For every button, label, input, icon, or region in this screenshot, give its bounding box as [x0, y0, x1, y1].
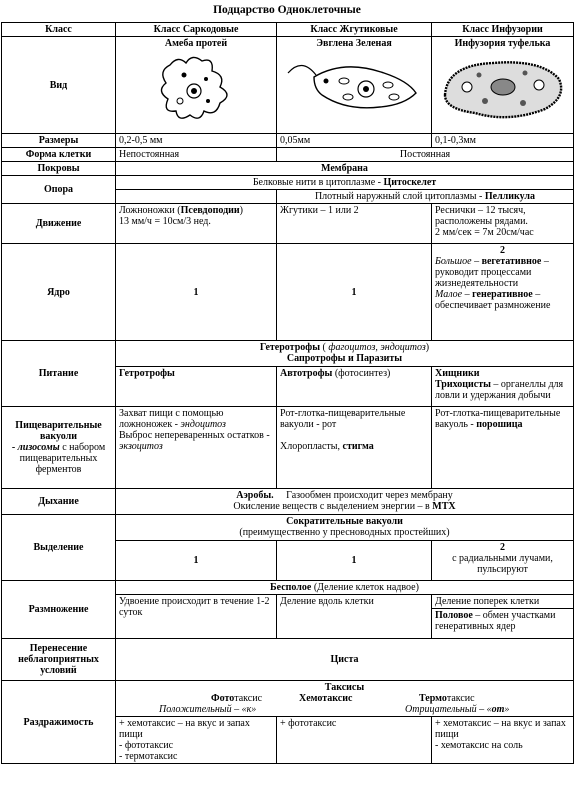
- row-yadro: [2, 244, 574, 341]
- yadro-ciliata: 2 Большое – вегетативное – руководит процессами жизнедеятельности Малое – генеративное – обеспечивает размножение: [432, 244, 574, 341]
- vydelenie-ciliata: 2 с радиальными лучами, пульсируют: [432, 541, 574, 581]
- row-label-vid: Вид: [2, 37, 116, 134]
- row-label-razmnozhenie: Размножение: [2, 581, 116, 639]
- pitanie-sarcodina: Гетротрофы: [116, 367, 277, 407]
- razmnozhenie-sarcodina: Удвоение происходит в течение 1-2 суток: [116, 595, 277, 639]
- razdrazh-flagellata: + фототаксис: [277, 717, 432, 764]
- yadro-sarcodina: 1: [116, 244, 277, 341]
- forma-sarcodina: Непостоянная: [116, 148, 277, 162]
- pishch-sarcodina: Захват пищи с помощью ложноножек - эндоцитоз Выброс непереваренных остатков - экзоцитоз: [116, 407, 277, 489]
- pitanie-ciliata: Хищники Трихоцисты – органеллы для ловли и удержания добычи: [432, 367, 574, 407]
- row-label-perenesenie: Перенесение неблагоприятных условий: [2, 639, 116, 681]
- row-razdrazh-1: [2, 681, 574, 717]
- dykhanie-value: Аэробы. Газообмен происходит через мембрану Окисление веществ с выделением энергии – в МТХ: [116, 489, 574, 515]
- row-label-yadro: Ядро: [2, 244, 116, 341]
- vydelenie-all: Сократительные вакуоли (преимущественно у пресноводных простейших): [116, 515, 574, 541]
- row-perenesenie: [2, 639, 574, 681]
- razdrazh-sarcodina: + хемотаксис – на вкус и запах пищи - фототаксис - термотаксис: [116, 717, 277, 764]
- row-label-dykhanie: Дыхание: [2, 489, 116, 515]
- row-label-dvizhenie: Движение: [2, 204, 116, 244]
- opora-empty: [116, 190, 277, 204]
- row-label-razmery: Размеры: [2, 134, 116, 148]
- cell-paramecium: [432, 37, 574, 134]
- row-label-razdrazh: Раздражимость: [2, 681, 116, 764]
- row-razmery: [2, 134, 574, 148]
- euglena-name: Эвглена Зеленая: [316, 38, 392, 49]
- amoeba-name: Амеба протей: [164, 38, 228, 49]
- yadro-flagellata: 1: [277, 244, 432, 341]
- opora-shared: Плотный наружный слой цитоплазмы - Пелликула: [277, 190, 574, 204]
- header-klass: Класс: [2, 23, 116, 37]
- euglena-image: [284, 51, 424, 127]
- pitanie-flagellata: Автотрофы (фотосинтез): [277, 367, 432, 407]
- header-row: [2, 23, 574, 37]
- vydelenie-sarcodina: 1: [116, 541, 277, 581]
- header-flagellata: Класс Жгутиковые: [277, 23, 432, 37]
- row-opora-1: [2, 176, 574, 190]
- row-pokrovy: [2, 162, 574, 176]
- perenesenie-value: Циста: [116, 639, 574, 681]
- razdrazh-ciliata: + хемотаксис – на вкус и запах пищи - хемотаксис на соль: [432, 717, 574, 764]
- protozoa-table: [1, 22, 574, 764]
- opora-all: Белковые нити в цитоплазме - Цитоскелет: [116, 176, 574, 190]
- page-title: Подцарство Одноклеточные: [213, 4, 361, 16]
- dvizhenie-sarcodina: Ложноножки (Псевдоподии) 13 мм/ч = 10см/3 нед.: [116, 204, 277, 244]
- pitanie-all: Гетеротрофы ( фагоцитоз, эндоцитоз) Сапротрофы и Паразиты: [116, 341, 574, 367]
- row-label-pokrovy: Покровы: [2, 162, 116, 176]
- row-pishch: [2, 407, 574, 489]
- pishch-ciliata: Рот-глотка-пищеварительные вакуоль - порошица: [432, 407, 574, 489]
- row-label-opora: Опора: [2, 176, 116, 204]
- row-dykhanie: [2, 489, 574, 515]
- razmnozhenie-ciliata: Деление поперек клетки Половое – обмен участками генеративных ядер: [432, 595, 574, 639]
- row-forma: [2, 148, 574, 162]
- row-label-forma: Форма клетки: [2, 148, 116, 162]
- forma-rest: Постоянная: [277, 148, 574, 162]
- amoeba-image: [150, 51, 242, 127]
- razmery-sarcodina: 0,2-0,5 мм: [116, 134, 277, 148]
- razdrazh-all: Таксисы Фототаксис Хемотаксис Термотаксис Положительный – «к» Отрицательный – «от»: [116, 681, 574, 717]
- pokrovy-value: Мембрана: [116, 162, 574, 176]
- cell-euglena: [277, 37, 432, 134]
- row-pitanie-1: [2, 341, 574, 367]
- razmery-flagellata: 0,05мм: [277, 134, 432, 148]
- row-vydelenie-1: [2, 515, 574, 541]
- row-vid: [2, 37, 574, 134]
- row-label-pishch: Пищеварительные вакуоли - лизосомы с набором пищеварительных ферментов: [2, 407, 116, 489]
- cell-amoeba: [116, 37, 277, 134]
- razmnozhenie-flagellata: Деление вдоль клетки: [277, 595, 432, 639]
- razmery-ciliata: 0,1-0,3мм: [432, 134, 574, 148]
- row-razmnozhenie-1: [2, 581, 574, 595]
- pishch-flagellata: Рот-глотка-пищеварительные вакуоли - рот Хлоропласты, стигма: [277, 407, 432, 489]
- row-label-pitanie: Питание: [2, 341, 116, 407]
- paramecium-image: [437, 51, 569, 127]
- dvizhenie-ciliata: Реснички – 12 тысяч, расположены рядами. 2 мм/сек = 7м 20см/час: [432, 204, 574, 244]
- vydelenie-flagellata: 1: [277, 541, 432, 581]
- header-ciliata: Класс Инфузории: [432, 23, 574, 37]
- row-label-vydelenie: Выделение: [2, 515, 116, 581]
- row-dvizhenie: [2, 204, 574, 244]
- razmnozhenie-all: Бесполое (Деление клеток надвое): [116, 581, 574, 595]
- paramecium-name: Инфузория туфелька: [454, 38, 551, 49]
- header-sarcodina: Класс Саркодовые: [116, 23, 277, 37]
- dvizhenie-flagellata: Жгутики – 1 или 2: [277, 204, 432, 244]
